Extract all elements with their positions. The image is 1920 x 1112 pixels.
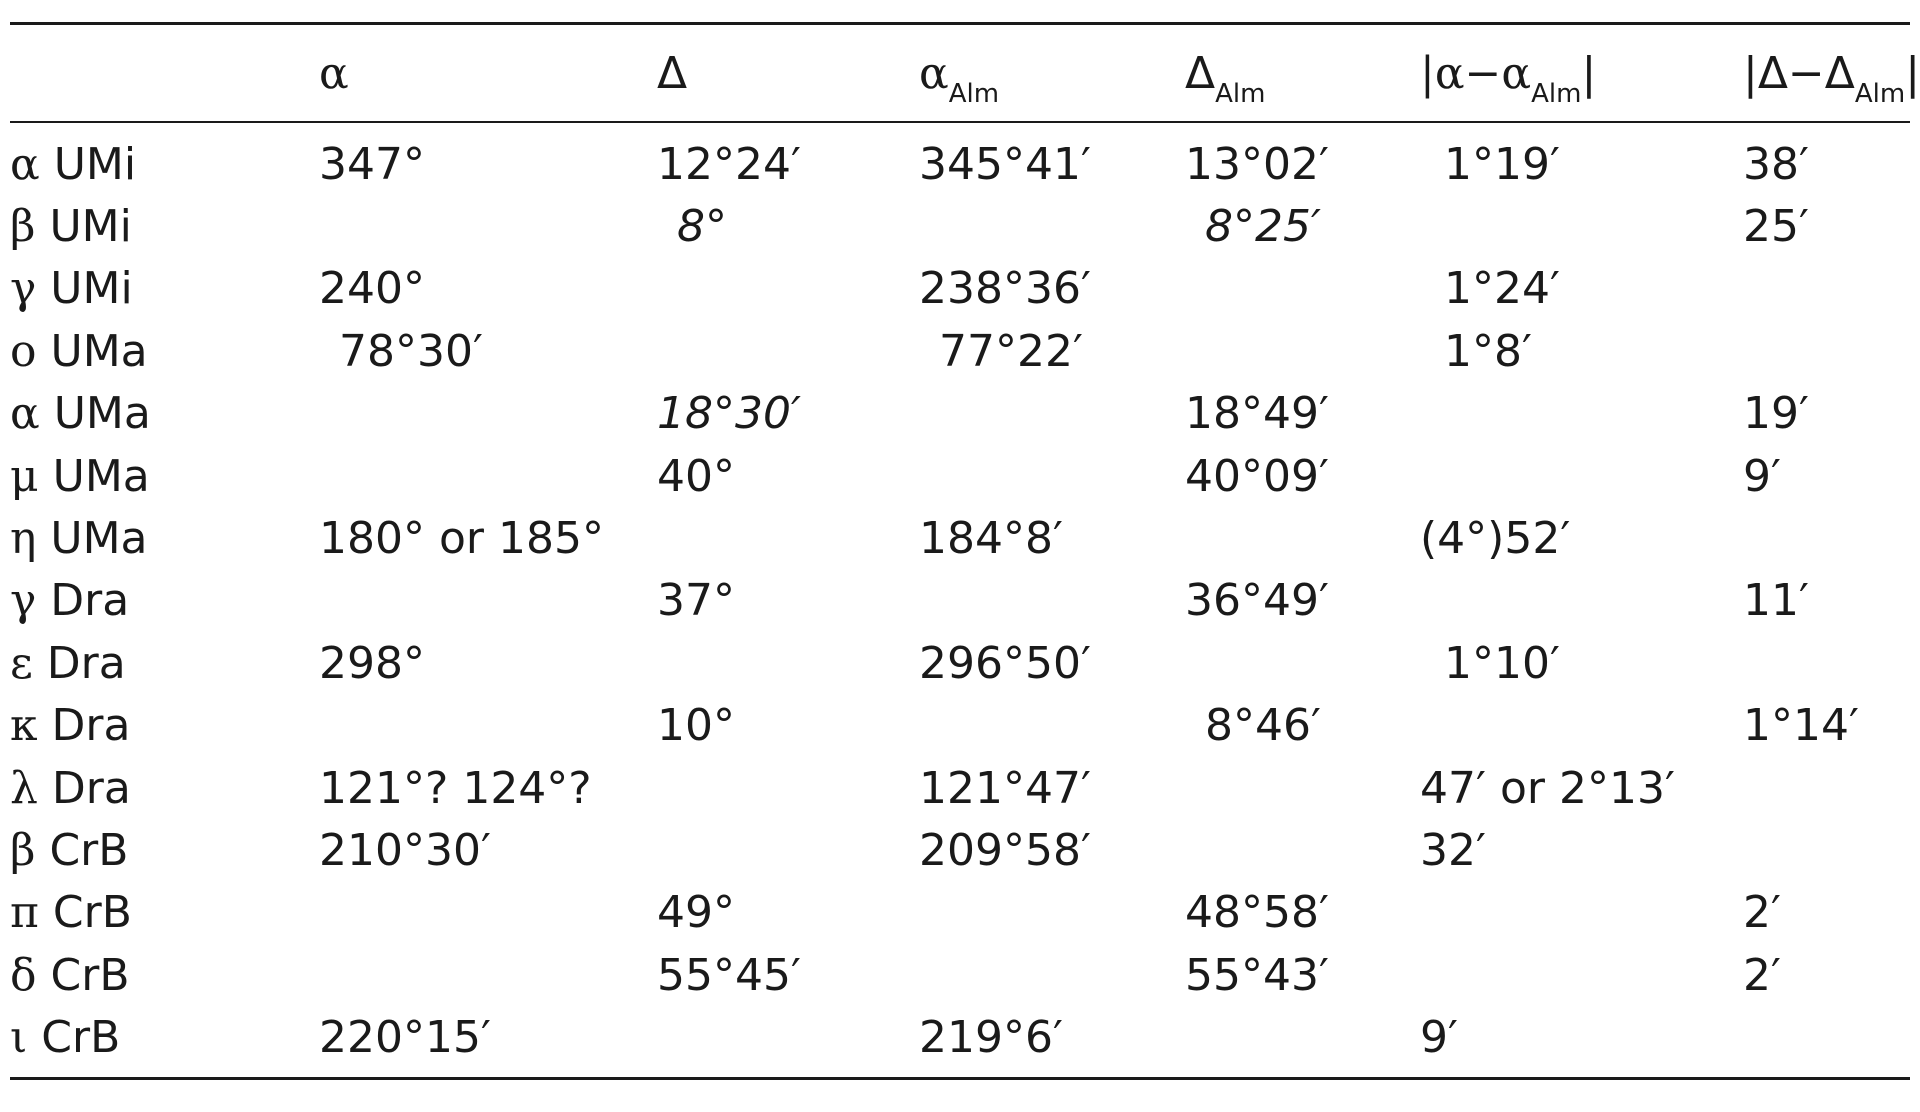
cell-delta [657,632,919,694]
value-alpha: 180° or 185° [319,513,604,565]
value-delta: 18°30′ [657,388,801,440]
star-name-cell [10,819,319,881]
cell-alpha-alm [919,258,1185,320]
star-constellation: UMa [52,450,150,502]
value-alpha-alm: 238°36′ [919,263,1091,315]
cell-delta-alm [1185,632,1420,694]
cell-delta-alm [1185,507,1420,569]
value-alpha-alm: 296°50′ [919,637,1091,689]
value-alpha-alm: 219°6′ [919,1012,1063,1064]
header-alpha-symbol: α [319,47,349,99]
cell-diff-delta [1743,695,1910,757]
header-delta-alm [1185,25,1420,121]
value-delta: 37° [657,575,735,627]
cell-alpha-alm [919,632,1185,694]
table-row [10,383,1910,445]
star-greek-letter: o [10,325,37,377]
star-name-cell [10,1006,319,1076]
header-alpha-alm-subscript: Alm [948,78,1000,109]
star-name-cell [10,570,319,632]
value-alpha: 298° [319,637,425,689]
cell-delta [657,123,919,195]
star-name-cell [10,695,319,757]
cell-diff-delta [1743,445,1910,507]
value-delta-alm: 48°58′ [1185,887,1329,939]
header-diff-delta-suffix: | [1905,47,1920,99]
header-alpha-alm [919,25,1185,121]
star-constellation: Dra [51,762,131,814]
cell-delta-alm [1185,123,1420,195]
cell-diff-delta [1743,757,1910,819]
value-alpha-alm: 121°47′ [919,762,1091,814]
table-row [10,507,1910,569]
header-diff-delta-subscript: Alm [1854,78,1906,109]
cell-alpha [319,507,657,569]
star-greek-letter: λ [10,762,38,814]
cell-delta [657,320,919,382]
cell-delta [657,819,919,881]
cell-diff-delta [1743,570,1910,632]
header-delta-alm-symbol: Δ [1185,47,1216,99]
cell-alpha [319,944,657,1006]
cell-delta [657,1006,919,1076]
cell-delta [657,882,919,944]
header-row [10,25,1910,121]
cell-diff-alpha [1420,320,1743,382]
cell-diff-delta [1743,882,1910,944]
star-name-cell [10,757,319,819]
star-constellation: CrB [52,887,132,939]
cell-alpha-alm [919,195,1185,257]
cell-diff-alpha [1420,570,1743,632]
cell-alpha [319,632,657,694]
value-alpha: 78°30′ [339,325,483,377]
star-greek-letter: ι [10,1012,28,1064]
data-table [10,25,1920,121]
cell-delta [657,757,919,819]
star-name-cell [10,195,319,257]
table-row [10,632,1910,694]
table-row [10,1006,1910,1076]
cell-diff-alpha [1420,123,1743,195]
value-diff-alpha: 1°24′ [1444,263,1560,315]
cell-alpha-alm [919,570,1185,632]
cell-alpha-alm [919,320,1185,382]
value-alpha-alm: 209°58′ [919,824,1091,876]
cell-alpha-alm [919,123,1185,195]
star-greek-letter: γ [10,575,37,627]
cell-diff-alpha [1420,944,1743,1006]
value-diff-alpha: 47′ or 2°13′ [1420,762,1675,814]
table-row [10,757,1910,819]
cell-diff-delta [1743,123,1910,195]
cell-alpha [319,570,657,632]
star-coordinate-table [10,22,1920,1080]
star-name-cell [10,258,319,320]
cell-delta-alm [1185,695,1420,757]
table-body [10,123,1910,1077]
value-delta: 49° [657,887,735,939]
value-delta-alm: 40°09′ [1185,450,1329,502]
cell-diff-delta [1743,507,1910,569]
value-diff-delta: 2′ [1743,887,1781,939]
cell-diff-delta [1743,258,1910,320]
value-diff-delta: 11′ [1743,575,1809,627]
value-diff-delta: 38′ [1743,138,1809,190]
cell-alpha [319,258,657,320]
cell-delta-alm [1185,882,1420,944]
star-constellation: UMa [53,388,151,440]
cell-alpha [319,695,657,757]
star-constellation: UMa [50,513,148,565]
cell-alpha-alm [919,507,1185,569]
value-delta-alm: 36°49′ [1185,575,1329,627]
value-diff-delta: 25′ [1743,201,1809,253]
cell-delta [657,445,919,507]
cell-diff-alpha [1420,383,1743,445]
star-name-cell [10,944,319,1006]
star-name-cell [10,445,319,507]
value-delta: 12°24′ [657,138,801,190]
header-delta-alm-subscript: Alm [1215,78,1266,109]
star-greek-letter: η [10,513,37,565]
cell-alpha [319,757,657,819]
header-diff-alpha-suffix: | [1581,47,1597,99]
cell-alpha [319,819,657,881]
star-greek-letter: μ [10,450,39,502]
star-constellation: Dra [51,700,131,752]
cell-diff-alpha [1420,882,1743,944]
table-row [10,570,1910,632]
cell-alpha-alm [919,757,1185,819]
value-diff-delta: 2′ [1743,949,1781,1001]
header-star [10,25,319,121]
header-diff-alpha-subscript: Alm [1531,78,1582,109]
value-diff-alpha: 9′ [1420,1012,1458,1064]
star-greek-letter: ε [10,637,33,689]
value-alpha: 240° [319,263,425,315]
cell-diff-alpha [1420,195,1743,257]
cell-delta-alm [1185,757,1420,819]
value-diff-alpha: (4°)52′ [1420,513,1571,565]
table-row [10,258,1910,320]
header-diff-alpha [1420,25,1743,121]
cell-diff-delta [1743,819,1910,881]
star-greek-letter: β [10,824,36,876]
star-greek-letter: β [10,201,36,253]
cell-delta-alm [1185,944,1420,1006]
table-header [10,25,1920,121]
star-greek-letter: κ [10,700,38,752]
value-delta: 10° [657,700,735,752]
header-diff-delta [1743,25,1920,121]
cell-diff-alpha [1420,632,1743,694]
cell-delta [657,695,919,757]
star-greek-letter: γ [10,263,37,315]
value-alpha-alm: 184°8′ [919,513,1063,565]
value-diff-alpha: 1°19′ [1444,138,1560,190]
value-diff-delta: 19′ [1743,388,1809,440]
table-row [10,819,1910,881]
table-row [10,123,1910,195]
value-delta-alm: 13°02′ [1185,138,1329,190]
value-alpha-alm: 77°22′ [939,325,1083,377]
cell-delta-alm [1185,195,1420,257]
header-delta [657,25,919,121]
cell-delta [657,507,919,569]
star-constellation: Dra [46,637,126,689]
star-name-cell [10,123,319,195]
value-diff-alpha: 1°8′ [1444,325,1532,377]
star-greek-letter: α [10,138,40,190]
cell-delta [657,195,919,257]
star-constellation: CrB [50,949,130,1001]
header-diff-delta-prefix: |Δ−Δ [1743,47,1855,99]
cell-delta-alm [1185,383,1420,445]
star-constellation: UMi [50,263,133,315]
header-delta-symbol: Δ [657,47,688,99]
cell-alpha [319,383,657,445]
cell-diff-alpha [1420,507,1743,569]
value-alpha: 220°15′ [319,1012,491,1064]
cell-delta [657,383,919,445]
value-delta: 40° [657,450,735,502]
cell-alpha [319,882,657,944]
star-name-cell [10,320,319,382]
table-row [10,944,1910,1006]
cell-diff-delta [1743,1006,1910,1076]
cell-alpha [319,123,657,195]
star-constellation: CrB [41,1012,121,1064]
star-constellation: UMi [53,138,137,190]
cell-delta-alm [1185,570,1420,632]
value-alpha: 347° [319,138,425,190]
value-diff-delta: 1°14′ [1743,700,1859,752]
value-delta-alm: 8°25′ [1205,201,1321,253]
table-row [10,195,1910,257]
value-delta: 8° [677,201,727,253]
value-delta-alm: 8°46′ [1205,700,1321,752]
value-diff-alpha: 1°10′ [1444,637,1560,689]
cell-delta [657,944,919,1006]
cell-delta-alm [1185,445,1420,507]
star-greek-letter: π [10,887,39,939]
cell-alpha [319,445,657,507]
cell-diff-delta [1743,944,1910,1006]
star-name-cell [10,882,319,944]
cell-alpha-alm [919,882,1185,944]
cell-diff-alpha [1420,819,1743,881]
value-alpha: 121°? 124°? [319,762,592,814]
star-constellation: Dra [50,575,130,627]
cell-delta-alm [1185,1006,1420,1076]
cell-delta-alm [1185,819,1420,881]
star-greek-letter: δ [10,949,37,1001]
header-alpha-alm-symbol: α [919,47,949,99]
cell-delta-alm [1185,258,1420,320]
cell-alpha [319,195,657,257]
cell-diff-alpha [1420,445,1743,507]
value-alpha: 210°30′ [319,824,491,876]
value-diff-alpha: 32′ [1420,824,1486,876]
star-name-cell [10,383,319,445]
cell-delta-alm [1185,320,1420,382]
header-alpha [319,25,657,121]
cell-alpha-alm [919,1006,1185,1076]
cell-diff-alpha [1420,1006,1743,1076]
star-name-cell [10,632,319,694]
data-table-body [10,123,1910,1077]
star-constellation: UMa [50,325,148,377]
cell-diff-alpha [1420,695,1743,757]
cell-alpha-alm [919,819,1185,881]
cell-alpha-alm [919,695,1185,757]
cell-diff-delta [1743,383,1910,445]
value-delta-alm: 55°43′ [1185,949,1329,1001]
table-row [10,882,1910,944]
cell-delta [657,570,919,632]
header-diff-alpha-prefix: |α−α [1420,47,1532,99]
value-alpha-alm: 345°41′ [919,138,1091,190]
table-row [10,320,1910,382]
cell-alpha-alm [919,445,1185,507]
cell-alpha [319,1006,657,1076]
value-delta-alm: 18°49′ [1185,388,1329,440]
cell-diff-delta [1743,320,1910,382]
bottom-rule [10,1077,1910,1080]
cell-alpha-alm [919,944,1185,1006]
star-constellation: CrB [49,824,129,876]
cell-diff-alpha [1420,757,1743,819]
cell-diff-alpha [1420,258,1743,320]
cell-diff-delta [1743,632,1910,694]
cell-alpha-alm [919,383,1185,445]
star-name-cell [10,507,319,569]
cell-delta [657,258,919,320]
table-row [10,695,1910,757]
cell-diff-delta [1743,195,1910,257]
star-constellation: UMi [49,201,132,253]
value-delta: 55°45′ [657,949,801,1001]
value-diff-delta: 9′ [1743,450,1781,502]
star-greek-letter: α [10,388,40,440]
table-row [10,445,1910,507]
cell-alpha [319,320,657,382]
